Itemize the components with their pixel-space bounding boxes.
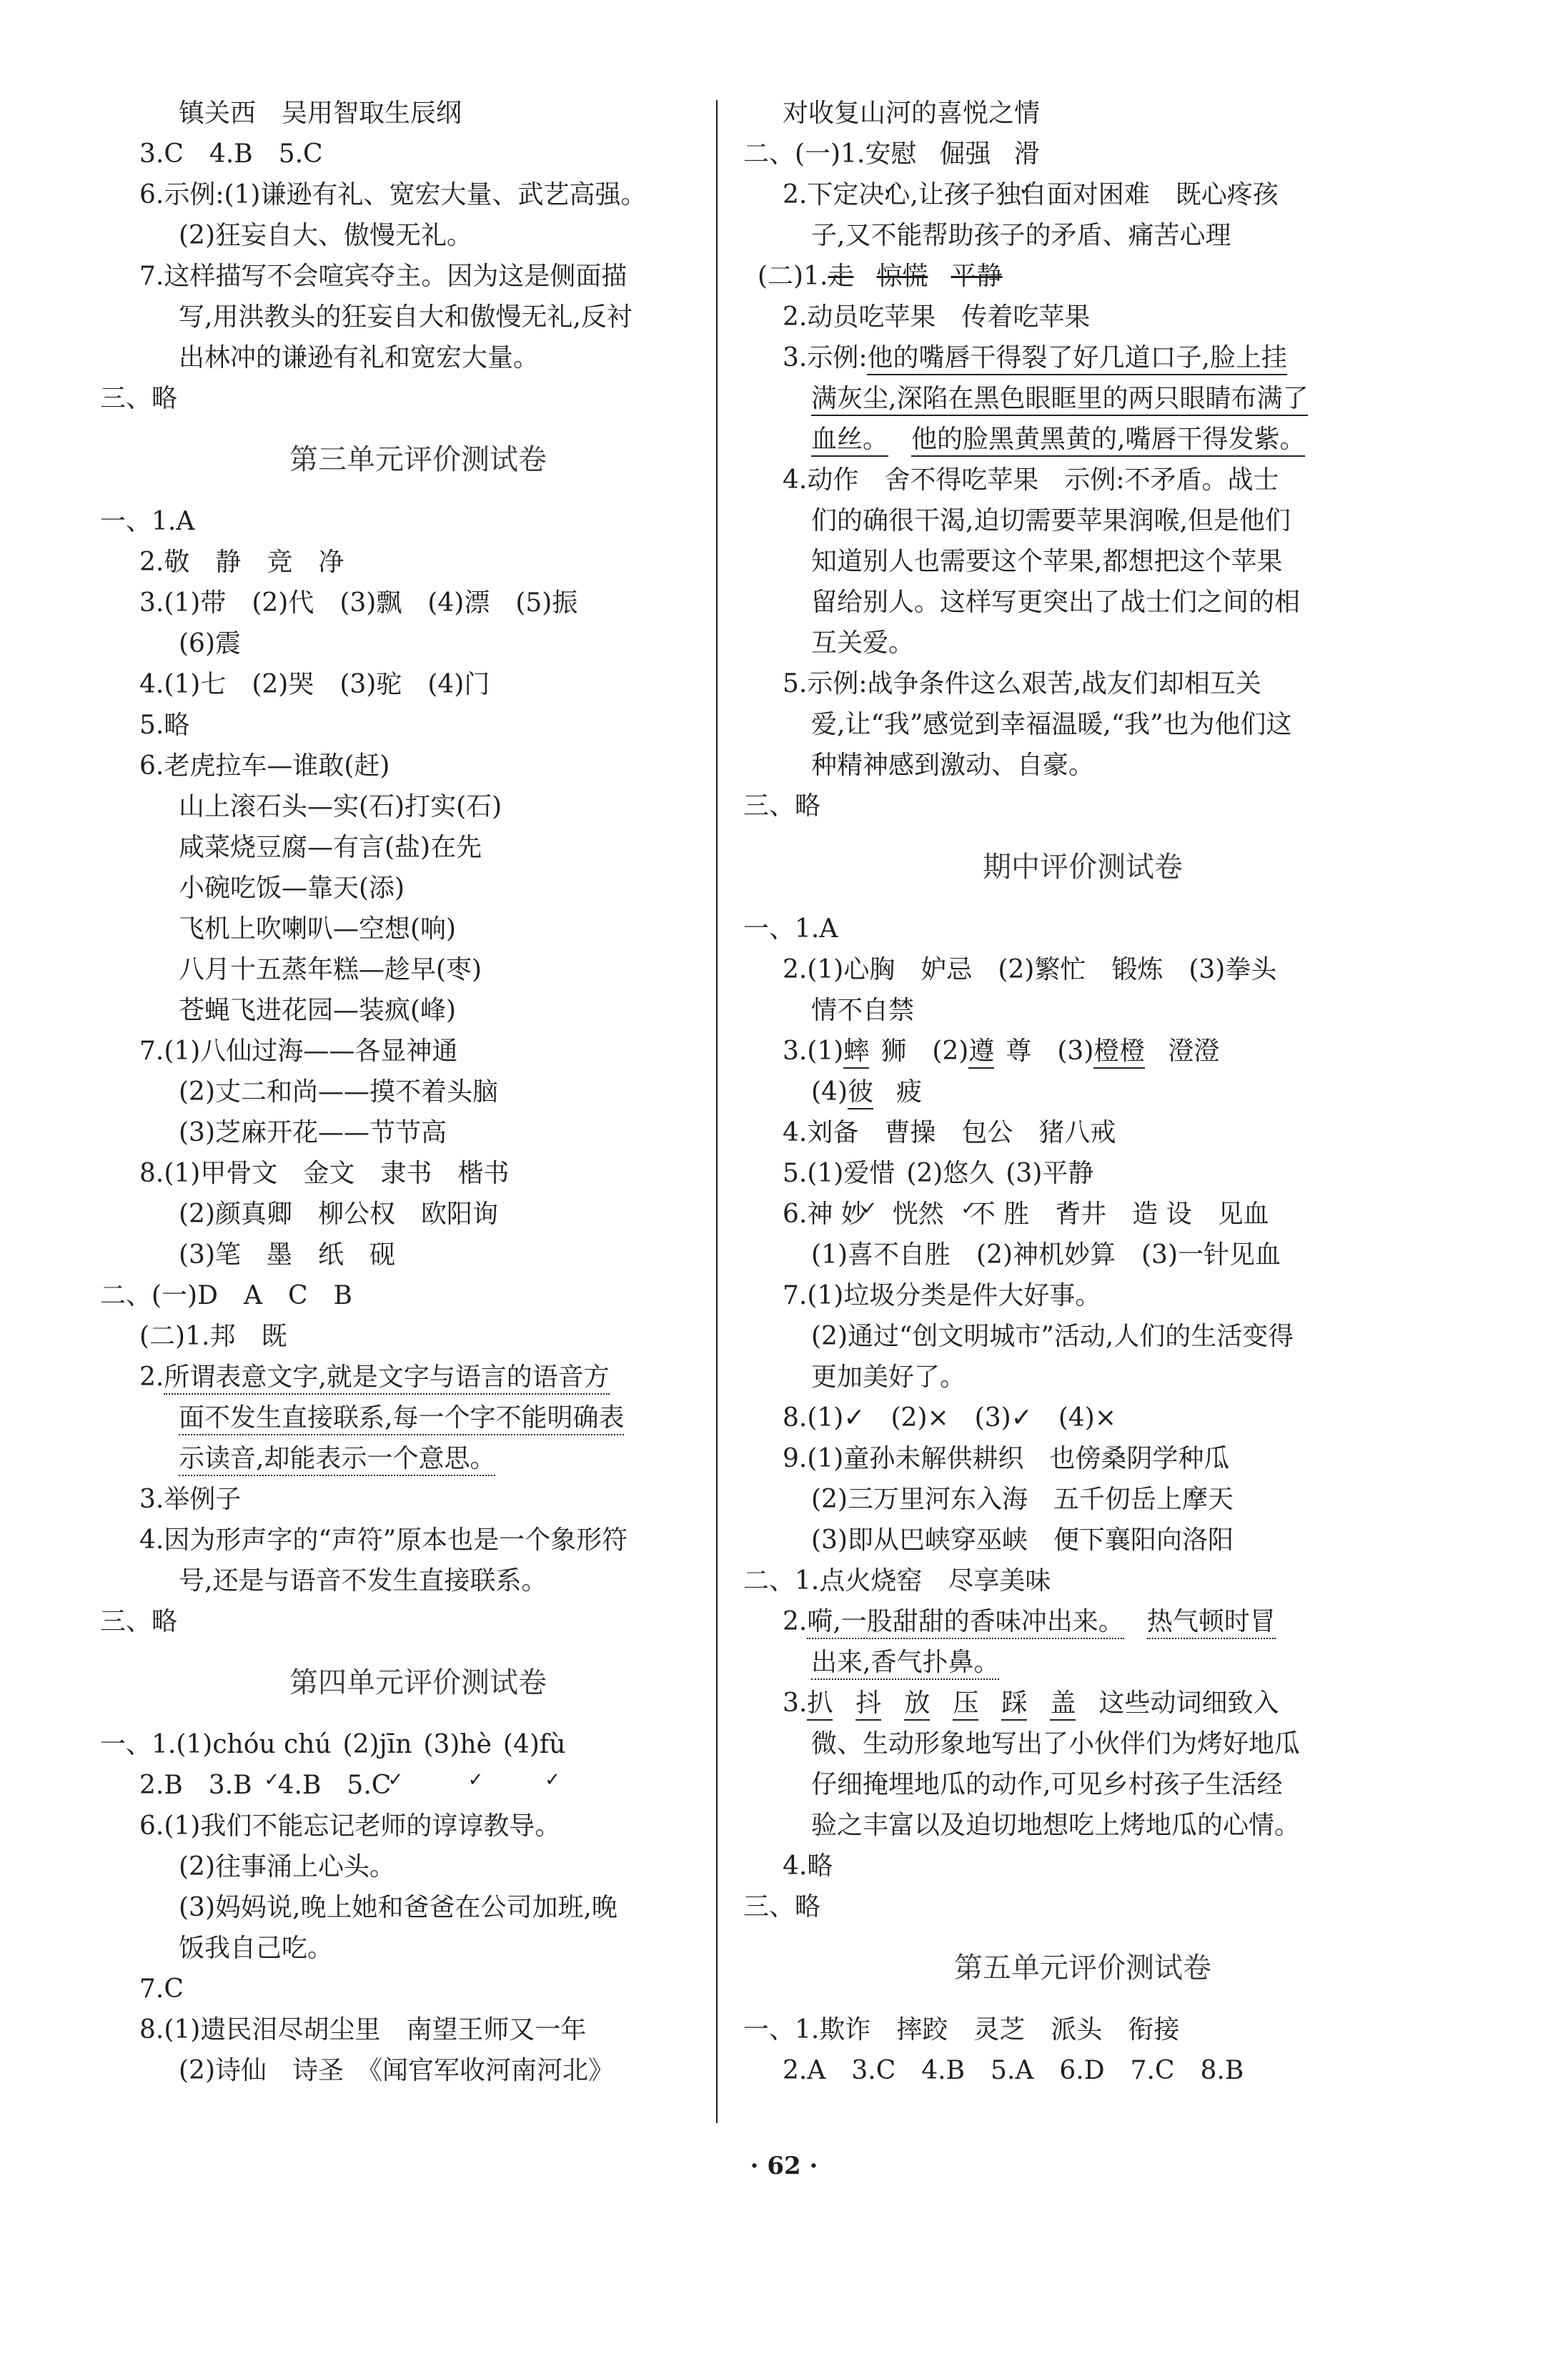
answer-prefix: 3.示例:: [783, 343, 868, 372]
answer-line: 微、生动形象地写出了小伙伴们为烤好地瓜: [811, 1729, 1301, 1759]
checked-word: 平静 ✓: [1042, 1153, 1093, 1194]
answer-line: 8.(1)甲骨文 金文 隶书 楷书: [139, 1159, 510, 1188]
underlined-answer: 他的脸黑黄黑黄的,嘴唇干得发紫。: [911, 425, 1305, 457]
answer-line: [743, 1072, 1422, 1112]
answer-line: 知道别人也需要这个苹果,都想把这个苹果: [811, 547, 1283, 576]
underlined-word: 放: [904, 1688, 930, 1721]
answer-line: 苍蝇飞进花园—装疯(峰): [179, 996, 457, 1025]
struck-word: 平静: [951, 262, 1003, 291]
answer-line: (2)诗仙 诗圣 《闻官军收河南河北》: [179, 2056, 614, 2085]
answer-line: 一、1.A: [743, 914, 838, 944]
underlined-answer: 示读音,却能表示一个意思。: [179, 1444, 495, 1476]
answer-line: 饭我自己吃。: [179, 1934, 334, 1963]
answer-line: 4.略: [783, 1851, 833, 1881]
answer-line: 6.示例:(1)谦逊有礼、宽宏大量、武艺高强。: [139, 180, 647, 209]
answer-line: [743, 1601, 1422, 1642]
underlined-answer: 热气顿时冒: [1147, 1607, 1276, 1639]
answer-line: 小碗吃饭—靠天(添): [179, 874, 405, 903]
answer-line: 3.举例子: [139, 1485, 242, 1514]
answer-number: 2.: [139, 1362, 164, 1392]
underlined-word: 彼: [848, 1077, 873, 1109]
answer-line: 一、1.欺诈 摔跤 灵芝 派头 衔接: [743, 2015, 1180, 2044]
answer-text: 这些动词细致入: [1098, 1688, 1279, 1718]
answer-line: 2.下定决心,让孩子独自面对困难 既心疼孩: [783, 180, 1279, 209]
pinyin-answer: fù ✓: [540, 1724, 566, 1765]
answer-line: 仔细掩埋地瓜的动作,可见乡村孩子生活经: [811, 1770, 1283, 1799]
answer-line: 子,又不能帮助孩子的矛盾、痛苦心理: [811, 221, 1231, 250]
answer-prefix: (3): [1006, 1159, 1043, 1188]
answer-line: [743, 337, 1422, 378]
answer-line: (3)妈妈说,晚上她和爸爸在公司加班,晚: [179, 1893, 617, 1922]
answer-line: 7.这样描写不会喧宾夺主。因为这是侧面描: [139, 262, 627, 291]
answer-line: [743, 1031, 1422, 1072]
answer-line: (1)喜不自胜 (2)神机妙算 (3)一针见血: [811, 1240, 1281, 1270]
answer-line: 4.动作 舍不得吃苹果 示例:不矛盾。战士: [783, 465, 1279, 495]
answer-line: 情不自禁: [811, 996, 915, 1025]
answer-line: [743, 1683, 1422, 1723]
underlined-word: 盖: [1050, 1688, 1076, 1721]
answer-line: 飞机上吹喇叭—空想(响): [179, 914, 457, 944]
checked-word: 安慰 ✓: [865, 134, 916, 174]
answer-line: [743, 134, 1422, 174]
answer-line: 们的确很干渴,迫切需要苹果润喉,但是他们: [811, 506, 1291, 535]
answer-line: 对收复山河的喜悦之情: [783, 99, 1041, 128]
underlined-answer: 满灰尘,深陷在黑色眼眶里的两只眼睛布满了: [811, 384, 1308, 416]
answer-line: [743, 419, 1422, 460]
answer-line: 7.C: [139, 1974, 184, 2004]
underlined-answer: 面不发生直接联系,每一个字不能明确表: [179, 1403, 624, 1435]
underlined-word: 遵: [968, 1037, 994, 1069]
answer-line: (3)芝麻开花——节节高: [179, 1118, 447, 1147]
answer-line: [139, 1398, 697, 1438]
answer-line: 6.(1)我们不能忘记老师的谆谆教导。: [139, 1811, 561, 1841]
answer-line: 3.C 4.B 5.C: [139, 139, 323, 169]
answer-prefix: 3.(1): [783, 1037, 844, 1066]
answer-line: 4.因为形声字的“声符”原本也是一个象形符: [139, 1525, 628, 1555]
section-heading-midterm: 期中评价测试卷: [983, 851, 1183, 884]
answer-prefix: (4): [811, 1077, 848, 1107]
answer-prefix: 5.(1): [783, 1159, 844, 1188]
answer-line: 6.神 妙 恍然 不 胜 背井 造 设 见血: [783, 1200, 1269, 1229]
underlined-answer: 所谓表意文字,就是文字与语言的语音方: [164, 1362, 609, 1395]
answer-prefix: (二)1.: [758, 262, 828, 291]
answer-line: [743, 1153, 1422, 1194]
answer-line: 4.(1)七 (2)哭 (3)驼 (4)门: [139, 670, 490, 699]
answer-line: 验之丰富以及迫切地想吃上烤地瓜的心情。: [811, 1811, 1301, 1840]
struck-word: 惊慌: [876, 262, 928, 291]
answer-line: 一、1.A: [100, 507, 195, 536]
answer-line: 更加美好了。: [811, 1362, 966, 1392]
answer-prefix: 2.: [783, 1607, 808, 1636]
answer-line: 9.(1)童孙未解供耕织 也傍桑阴学种瓜: [783, 1444, 1230, 1473]
answer-line: 咸菜烧豆腐—有言(盐)在先: [179, 833, 482, 862]
answer-line: (2)丈二和尚——摸不着头脑: [179, 1077, 498, 1107]
answer-line: 2.敬 静 竞 净: [139, 548, 344, 577]
answer-prefix: (2): [906, 1159, 943, 1188]
answer-prefix: (4): [502, 1730, 540, 1759]
answer-line: (2)颜真卿 柳公权 欧阳询: [179, 1200, 498, 1229]
answer-text: 澄澄: [1168, 1037, 1220, 1066]
answer-line: [743, 378, 1422, 419]
answer-line: 2.A 3.C 4.B 5.A 6.D 7.C 8.B: [783, 2056, 1244, 2085]
answer-text: 尊 (3): [1006, 1037, 1094, 1066]
answer-line: 8.(1)✓ (2)× (3)✓ (4)×: [783, 1403, 1116, 1433]
answer-line: 二、(一)D A C B: [100, 1281, 352, 1310]
section-heading-unit5: 第五单元评价测试卷: [954, 1952, 1211, 1984]
answer-text: 狮 (2): [880, 1037, 969, 1066]
answer-line: (2)往事涌上心头。: [179, 1852, 395, 1881]
page-number: · 62 ·: [750, 2152, 818, 2180]
answer-line: 2.动员吃苹果 传着吃苹果: [783, 302, 1091, 332]
answer-line: [743, 1642, 1422, 1683]
section-marker: 三、略: [100, 384, 178, 413]
column-divider: [716, 100, 718, 2123]
answer-line: [139, 1438, 697, 1479]
section-heading-unit3: 第三单元评价测试卷: [289, 443, 547, 476]
pinyin-answer: jīn ✓: [379, 1724, 412, 1765]
answer-line: [743, 256, 1422, 297]
underlined-answer: 出来,香气扑鼻。: [811, 1648, 999, 1680]
answer-line: 八月十五蒸年糕—趁早(枣): [179, 955, 482, 984]
answer-line: 留给别人。这样写更突出了战士们之间的相: [811, 588, 1301, 617]
answer-line: 2.(1)心胸 妒忌 (2)繁忙 锻炼 (3)拳头: [783, 955, 1277, 984]
answer-prefix: (2): [342, 1730, 379, 1759]
underlined-answer: 他的嘴唇干得裂了好几道口子,脸上挂: [867, 343, 1286, 375]
answer-line: (6)震: [179, 629, 241, 658]
underlined-word: 抖: [855, 1688, 881, 1721]
underlined-word: 橙橙: [1093, 1037, 1145, 1069]
answer-line: (3)笔 墨 纸 砚: [179, 1240, 395, 1270]
answer-line: (3)即从巴峡穿巫峡 便下襄阳向洛阳: [811, 1525, 1234, 1555]
answer-line: (二)1.邦 既: [139, 1322, 287, 1351]
answer-text: 疲: [896, 1077, 923, 1107]
answer-line: 种精神感到激动、自豪。: [811, 751, 1095, 780]
answer-line: 5.示例:战争条件这么艰苦,战友们却相互关: [783, 669, 1261, 698]
answer-prefix: (3): [423, 1730, 460, 1759]
left-column: [100, 93, 697, 2091]
answer-line: [139, 1357, 697, 1398]
answer-line: 8.(1)遗民泪尽胡尘里 南望王师又一年: [139, 2015, 587, 2044]
answer-line: 写,用洪教头的狂妄自大和傲慢无礼,反衬: [179, 302, 632, 332]
answer-line: (2)三万里河东入海 五千仞岳上摩天: [811, 1485, 1234, 1514]
section-heading-unit4: 第四单元评价测试卷: [289, 1666, 547, 1699]
underlined-word: 压: [953, 1688, 978, 1721]
answer-line: 6.老虎拉车—谁敢(赶): [139, 751, 390, 781]
section-marker: 三、略: [743, 791, 821, 821]
answer-prefix: 二、(一)1.: [743, 139, 865, 169]
underlined-answer: 血丝。: [811, 425, 888, 457]
underlined-word: 蟀: [843, 1037, 869, 1069]
pinyin-answer: hè ✓: [460, 1724, 492, 1765]
answer-line: 爱,让“我”感觉到幸福温暖,“我”也为他们这: [811, 710, 1292, 739]
answer-line: 出林冲的谦逊有礼和宽宏大量。: [179, 343, 540, 372]
answer-line: (2)通过“创文明城市”活动,人们的生活变得: [811, 1322, 1294, 1351]
struck-word: 走: [828, 262, 854, 291]
checked-word: 爱惜 ✓: [843, 1153, 895, 1194]
underlined-word: 扒: [807, 1688, 833, 1721]
answer-line: 山上滚石头—实(石)打实(石): [179, 792, 502, 821]
section-marker: 三、略: [743, 1892, 821, 1922]
answer-line: 4.刘备 曹操 包公 猪八戒: [783, 1118, 1116, 1147]
checked-word: 滑 ✓: [1013, 134, 1039, 174]
pinyin-answer: chóu chú ✓: [212, 1724, 331, 1765]
answer-line: 7.(1)垃圾分类是件大好事。: [783, 1281, 1101, 1310]
answer-line: 镇关西 吴用智取生辰纲: [179, 99, 462, 128]
answer-line: 7.(1)八仙过海——各显神通: [139, 1037, 458, 1066]
underlined-word: 踩: [1001, 1688, 1027, 1721]
underlined-answer: 嗬,一股甜甜的香味冲出来。: [807, 1607, 1123, 1639]
checked-word: 倔强 ✓: [939, 134, 991, 174]
right-column: [743, 93, 1422, 2091]
answer-line: 5.略: [139, 711, 190, 740]
answer-line: (2)狂妄自大、傲慢无礼。: [179, 221, 472, 250]
answer-line: 号,还是与语音不发生直接联系。: [179, 1566, 547, 1596]
answer-line: 2.B 3.B 4.B 5.C: [139, 1771, 392, 1800]
checked-word: 悠久 ✓: [943, 1153, 994, 1194]
section-marker: 三、略: [100, 1607, 178, 1636]
answer-prefix: 一、1.(1): [100, 1730, 213, 1759]
answer-line: 3.(1)带 (2)代 (3)飘 (4)漂 (5)振: [139, 588, 578, 618]
answer-line: 互关爱。: [811, 628, 915, 658]
answer-line: [100, 1724, 697, 1765]
answer-line: 二、1.点火烧窑 尽享美味: [743, 1566, 1051, 1596]
answer-prefix: 3.: [783, 1688, 808, 1718]
